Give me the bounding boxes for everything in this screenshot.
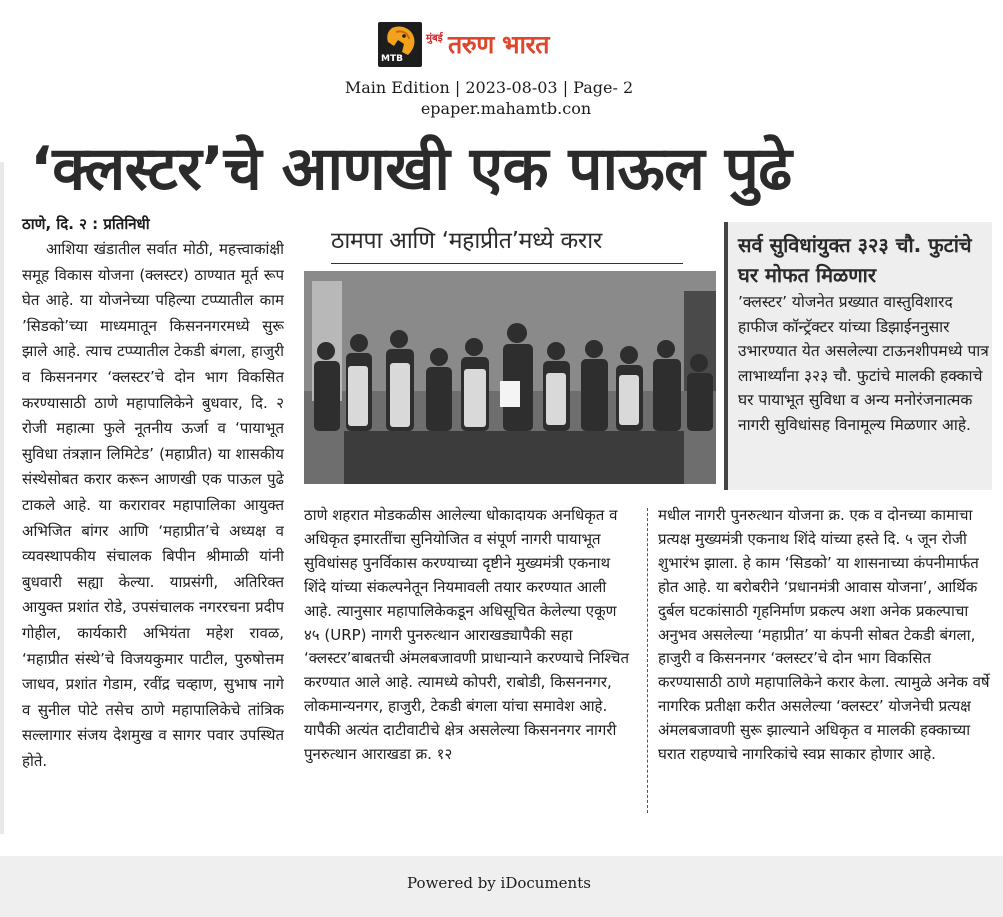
masthead xyxy=(378,22,628,68)
dateline: ठाणे, दि. २ : प्रतिनिधी xyxy=(22,215,150,233)
article-column-right: मधील नागरी पुनरुत्थान योजना क्र. एक व दोनच्या कामाचा प्रत्यक्ष मुख्यमंत्री एकनाथ शिंदे यांच्या हस्ते दि. ५ जून रोजी शुभारंभ झाला. हे काम ‘सिडको’ या शासनाच्या कंपनीमार्फत होत आहे. या बरोबरीने ‘प्रधानमंत्री आवास योजना’, आर्थिक दुर्बल घटकांसाठी गृहनिर्माण प्रकल्प अशा अनेक प्रकल्पाचा अनुभव असलेल्या ‘महाप्रीत’ या कंपनी सोबत टेकडी बंगला, हाजुरी व किसननगर ‘क्लस्टर’चे दोन भाग विकसित करण्यासाठी ठाणे महापालिकेने करार केला. त्यामुळे अनेक वर्षे नागरिक प्रतीक्षा करीत असलेल्या ‘क्लस्टर’ योजनेची प्रत्यक्ष अंमलबजावणी सुरू झाल्याने अधिकृत व मालकी हक्काच्या घरात राहण्याचे नागरिकांचे स्वप्न साकार होणार आहे. xyxy=(658,506,990,764)
sidebar-body: ’क्लस्टर’ योजनेत प्रख्यात वास्तुविशारद हाफीज कॉन्ट्रॅक्टर यांच्या डिझाईननुसार उभारण्यात येत असलेल्या टाऊनशीपमध्ये पात्र लाभार्थ्यांना ३२३ चौ. फुटांचे मालकी हक्काचे घर पायाभूत सुविधा व अन्य मनोरंजनात्मक नागरी सुविधांसह विनामूल्य मिळणार आहे. xyxy=(738,293,989,434)
masthead-city: मुंबई xyxy=(426,33,443,44)
article-column-left: आशिया खंडातील सर्वात मोठी, महत्त्वाकांक्षी समूह विकास योजना (क्लस्टर) ठाण्यात मूर्त रूप घेत आहे. या योजनेच्या पहिल्या टप्प्यातील काम ’सिडको’च्या माध्यमातून किसननगरमध्ये सुरू झाले आहे. त्याच टप्प्यातील टेकडी बंगला, हाजुरी व किसननगर ‘क्लस्टर’चे दोन भाग विकसित करण्यासाठी ठाणे महापालिकेने बुधवार, दि. २ रोजी महात्मा फुले नूतनीय ऊर्जा व ‘पायाभूत सुविधा तंत्रज्ञान लिमिटेड’ (महाप्रीत) या शासकीय संस्थेसोबत करार करून आणखी एक पाऊल पुढे टाकले आहे. या करारावर महापालिका आयुक्त अभिजित बांगर आणि ‘महाप्रीत’चे अध्यक्ष व व्यवस्थापकीय संचालक बिपीन श्रीमाळी यांनी बुधवारी सह्या केल्या. याप्रसंगी, अतिरिक्त आयुक्त प्रशांत रोडे, उपसंचालक नगररचना प्रदीप गोहील, कार्यकारी अभियंता महेश रावळ, ‘महाप्रीत संस्थे’चे विजयकुमार पाटील, पुरुषोत्तम जाधव, प्रशांत गेडाम, रवींद्र चव्हाण, सुभाष नागे व सुनील पोटे तसेच ठाणे महापालिकेचे तांत्रिक सल्लागार संजय देशमुख व सागर पवार उपस्थित होते. xyxy=(22,240,284,770)
headline: ‘क्लस्टर’चे आणखी एक पाऊल पुढे xyxy=(30,134,792,204)
logo-mark-text: MTB xyxy=(381,54,403,64)
masthead-title: तरुण भारत xyxy=(448,30,550,59)
column-divider xyxy=(647,508,648,813)
page-edge-divider xyxy=(0,162,4,834)
subheadline: ठामपा आणि ‘महाप्रीत’मध्ये करार xyxy=(331,224,683,264)
signing-ceremony-photo xyxy=(304,271,716,484)
sidebar-box xyxy=(724,222,992,490)
site-link[interactable]: epaper.mahamtb.con xyxy=(420,99,592,118)
sidebar-title: सर्व सुविधांयुक्त ३२३ चौ. फुटांचे घर मोफत मिळणार xyxy=(738,233,972,287)
footer-credit[interactable]: Powered by iDocuments xyxy=(407,874,591,892)
edition-info: Main Edition | 2023-08-03 | Page- 2 xyxy=(344,78,634,97)
tarun-bharat-logo xyxy=(378,22,422,67)
article-column-middle: ठाणे शहरात मोडकळीस आलेल्या धोकादायक अनधिकृत व अधिकृत इमारतींचा सुनियोजित व संपूर्ण नागरी पायाभूत सुविधांसह पुनर्विकास करण्याच्या दृष्टीने मुख्यमंत्री एकनाथ शिंदे यांच्या संकल्पनेतून नियमावली तयार करण्यात आली आहे. त्यानुसार महापालिकेकडून अधिसूचित केलेल्या एकूण ४५ (URP) नागरी पुनरुत्थान आराखड्यापैकी सहा ‘क्लस्टर’बाबतची अंमलबजावणी प्राधान्याने करण्याचे निश्चित करण्यात आले आहे. त्यामध्ये कोपरी, राबोडी, किसननगर, लोकमान्यनगर, हाजुरी, टेकडी बंगला यांचा समावेश आहे. यापैकी अत्यंत दाटीवाटीचे क्षेत्र असलेल्या किसननगर नागरी पुनरुत्थान आराखडा क्र. १२ xyxy=(304,506,630,764)
footer-bar xyxy=(0,856,1003,917)
